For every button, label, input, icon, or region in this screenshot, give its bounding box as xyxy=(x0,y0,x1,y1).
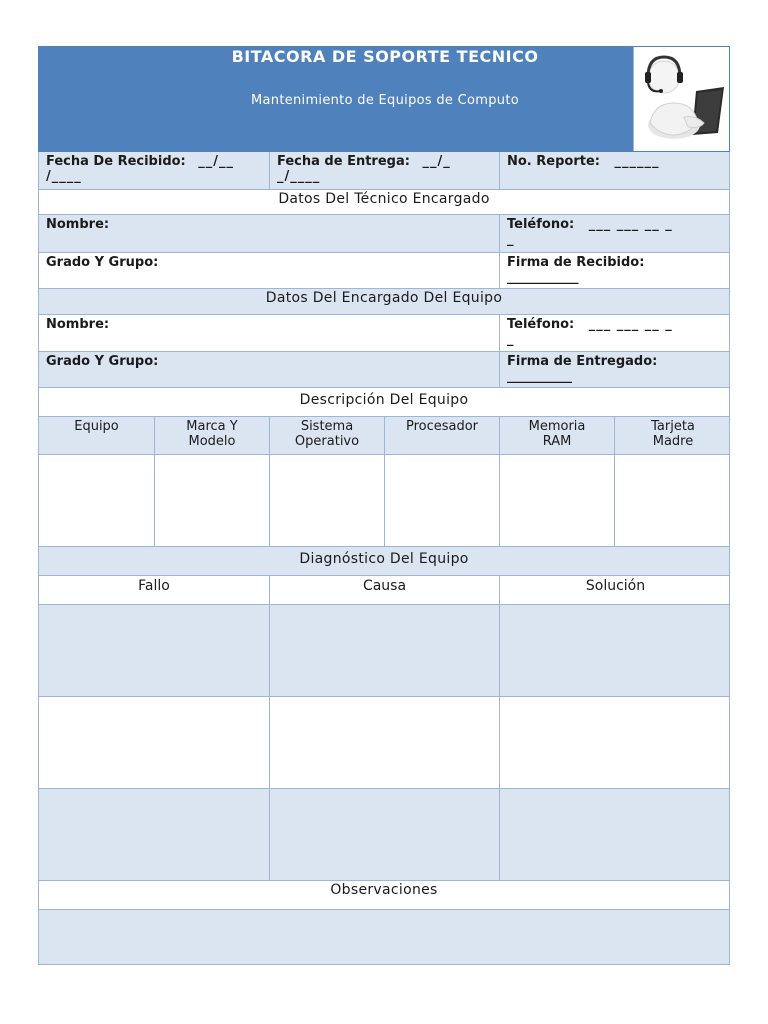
diagnostico-row xyxy=(38,789,730,881)
encargado-grado-label: Grado Y Grupo: xyxy=(46,354,159,369)
observaciones-section-title: Observaciones xyxy=(330,882,438,898)
fallo-input[interactable] xyxy=(39,697,269,788)
col-causa: Causa xyxy=(269,576,499,604)
col-solucion: Solución xyxy=(499,576,731,604)
tecnico-section-header xyxy=(38,190,730,215)
encargado-section-header xyxy=(38,289,730,315)
fecha-entrega-blank: __/_ xyxy=(422,154,451,169)
descripcion-data-row xyxy=(38,455,730,547)
col-tarjeta-label: Tarjeta xyxy=(651,419,695,434)
descripcion-section-title: Descripción Del Equipo xyxy=(299,392,469,408)
tecnico-telefono-label: Teléfono: xyxy=(507,217,575,232)
encargado-telefono-blank: ___ ___ __ _ xyxy=(588,317,673,332)
descripcion-header-row xyxy=(38,417,730,455)
col-modelo-label: Modelo xyxy=(188,434,236,449)
solucion-input[interactable] xyxy=(499,605,731,696)
col-equipo xyxy=(39,417,154,454)
fecha-recibido-field[interactable] xyxy=(39,152,269,189)
equipo-input[interactable] xyxy=(39,455,154,546)
encargado-telefono-field[interactable] xyxy=(499,315,731,351)
causa-input[interactable] xyxy=(269,605,499,696)
col-operativo-label: Operativo xyxy=(294,434,360,449)
memoria-ram-input[interactable] xyxy=(499,455,614,546)
support-agent-icon xyxy=(633,47,729,151)
procesador-input[interactable] xyxy=(384,455,499,546)
tarjeta-madre-input[interactable] xyxy=(614,455,731,546)
no-reporte-blank: ______ xyxy=(614,154,660,169)
fallo-input[interactable] xyxy=(39,605,269,696)
tecnico-section-title: Datos Del Técnico Encargado xyxy=(278,191,490,207)
dates-row xyxy=(38,152,730,190)
tecnico-nombre-row xyxy=(38,215,730,253)
tecnico-nombre-field[interactable] xyxy=(39,215,499,252)
tecnico-firma-blank: ___________ xyxy=(507,270,579,285)
col-memoria-ram xyxy=(499,417,614,454)
tecnico-telefono-field[interactable] xyxy=(499,215,731,252)
encargado-nombre-label: Nombre: xyxy=(46,317,110,332)
solucion-input[interactable] xyxy=(499,697,731,788)
col-memoria-label: Memoria xyxy=(528,419,586,434)
tecnico-telefono-blank-2: _ xyxy=(507,232,514,247)
encargado-section-title: Datos Del Encargado Del Equipo xyxy=(265,290,503,306)
col-procesador xyxy=(384,417,499,454)
col-tarjeta-madre xyxy=(614,417,731,454)
col-sistema-operativo xyxy=(269,417,384,454)
tecnico-grado-row xyxy=(38,253,730,289)
encargado-nombre-row xyxy=(38,315,730,352)
col-sistema-label: Sistema xyxy=(300,419,354,434)
encargado-firma-label: Firma de Entregado: xyxy=(507,354,658,369)
tecnico-firma-label: Firma de Recibido: xyxy=(507,255,645,270)
descripcion-section-header xyxy=(38,388,730,417)
diagnostico-section-header xyxy=(38,547,730,576)
no-reporte-label: No. Reporte: xyxy=(507,154,600,169)
no-reporte-field[interactable] xyxy=(499,152,731,189)
encargado-grado-field[interactable] xyxy=(39,352,499,387)
col-marca-modelo xyxy=(154,417,269,454)
encargado-firma-blank: __________ xyxy=(507,369,572,384)
fecha-entrega-field[interactable] xyxy=(269,152,499,189)
observaciones-input[interactable] xyxy=(38,910,730,965)
fecha-entrega-label: Fecha de Entrega: xyxy=(277,154,410,169)
encargado-nombre-field[interactable] xyxy=(39,315,499,351)
col-ram-label: RAM xyxy=(542,434,572,449)
tecnico-firma-field[interactable] xyxy=(499,253,731,288)
form-header xyxy=(38,46,730,152)
form-title: BITACORA DE SOPORTE TECNICO xyxy=(231,47,539,66)
causa-input[interactable] xyxy=(269,789,499,880)
col-fallo: Fallo xyxy=(138,578,170,594)
encargado-firma-field[interactable] xyxy=(499,352,731,387)
causa-input[interactable] xyxy=(269,697,499,788)
encargado-telefono-blank-2: _ xyxy=(507,332,514,347)
marca-modelo-input[interactable] xyxy=(154,455,269,546)
col-marca-label: Marca Y xyxy=(186,419,238,434)
observaciones-section-header xyxy=(38,881,730,910)
col-equipo-label: Equipo xyxy=(74,419,119,434)
tecnico-grado-label: Grado Y Grupo: xyxy=(46,255,159,270)
tecnico-telefono-blank: ___ ___ __ _ xyxy=(588,217,673,232)
col-procesador-label: Procesador xyxy=(405,419,479,434)
fallo-input[interactable] xyxy=(39,789,269,880)
maintenance-log-form xyxy=(38,46,730,965)
diagnostico-row xyxy=(38,605,730,697)
col-madre-label: Madre xyxy=(652,434,694,449)
diagnostico-row xyxy=(38,697,730,789)
solucion-input[interactable] xyxy=(499,789,731,880)
fecha-recibido-blank-2: /____ xyxy=(46,169,82,184)
encargado-grado-row xyxy=(38,352,730,388)
sistema-operativo-input[interactable] xyxy=(269,455,384,546)
form-subtitle: Mantenimiento de Equipos de Computo xyxy=(251,93,519,108)
fecha-entrega-blank-2: _/____ xyxy=(277,169,321,184)
tecnico-grado-field[interactable] xyxy=(39,253,499,288)
fecha-recibido-label: Fecha De Recibido: xyxy=(46,154,186,169)
encargado-telefono-label: Teléfono: xyxy=(507,317,575,332)
diagnostico-header-row xyxy=(38,576,730,605)
diagnostico-section-title: Diagnóstico Del Equipo xyxy=(299,551,469,567)
fecha-recibido-blank: __/__ xyxy=(198,154,235,169)
tecnico-nombre-label: Nombre: xyxy=(46,217,110,232)
